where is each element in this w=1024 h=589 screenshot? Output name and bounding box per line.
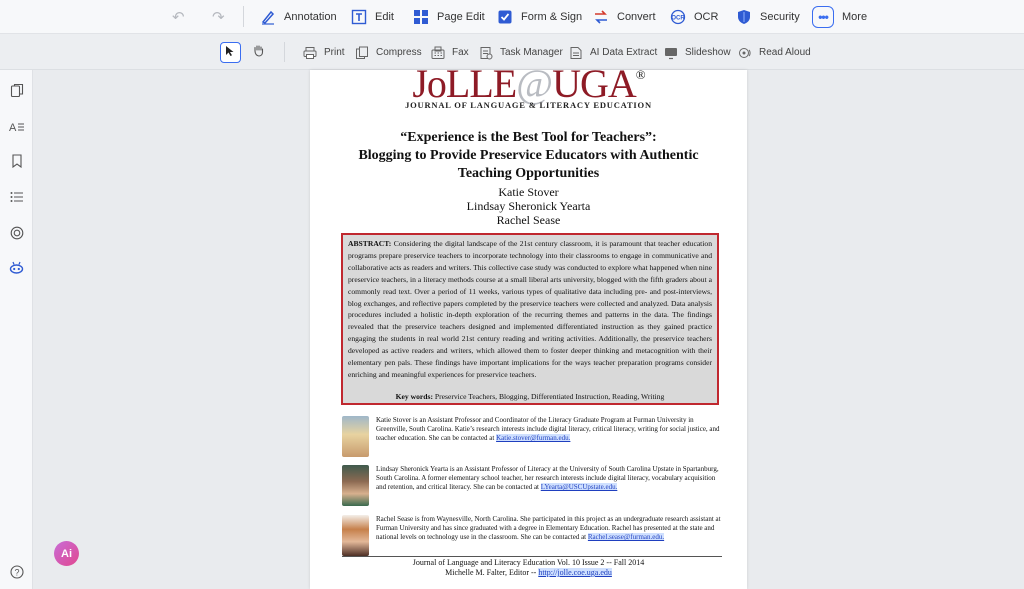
ai-data-extract-button[interactable]	[569, 34, 657, 71]
email-link[interactable]: LYearta@USCUpstate.edu.	[540, 483, 618, 492]
checkbox-icon	[497, 9, 513, 25]
abstract-label: ABSTRACT:	[348, 239, 392, 248]
footer-divider	[342, 556, 722, 557]
ai-data-extract-label: AI Data Extract	[590, 47, 658, 58]
compress-label: Compress	[376, 47, 422, 58]
grid-icon	[413, 9, 429, 25]
subtoolbar-divider	[284, 42, 285, 62]
compress-icon	[355, 46, 369, 60]
left-sidebar	[0, 70, 33, 589]
pen-icon	[260, 9, 276, 25]
select-tool-button[interactable]	[220, 42, 241, 63]
bio-text: Lindsay Sheronick Yearta is an Assistant Professor of Literacy at the University of South Carolina Upstate in Spartanburg, South Carolina. A former elementary school teacher, her research interests include digital literacy, vocabulary acquisition and retention, and critical literacy. She can be contacted at	[376, 465, 719, 492]
email-link[interactable]: Katie.stover@furman.edu.	[496, 434, 571, 443]
journal-subtitle: JOURNAL OF LANGUAGE & LITERACY EDUCATION	[405, 100, 652, 110]
more-label: More	[842, 10, 868, 23]
email-link[interactable]: Rachel.sease@furman.edu.	[587, 533, 665, 542]
abstract-box[interactable]	[341, 233, 719, 405]
author-name: Rachel Sease	[496, 213, 561, 227]
annotation-label: Annotation	[284, 10, 337, 23]
ai-chat-button[interactable]: Ai	[54, 541, 79, 566]
ocr-button[interactable]	[670, 0, 718, 33]
page-edit-button[interactable]	[413, 0, 485, 33]
fax-icon	[431, 46, 445, 60]
more-icon: •••	[812, 6, 834, 28]
read-aloud-icon	[738, 46, 752, 60]
bio-text: Katie Stover is an Assistant Professor and Coordinator of the Literacy Graduate Program at Furman University in Greenville, South Carolina. Katie’s research interests include digital literacy, critical literacy, writing for social justice, and teacher education. She can be contacted at	[376, 416, 720, 443]
svg-text:?: ?	[13, 566, 20, 577]
pages-thumbnail-icon[interactable]	[8, 82, 25, 99]
shield-icon	[736, 9, 752, 25]
author-bio	[342, 416, 726, 460]
outline-list-icon[interactable]	[8, 188, 25, 205]
bookmark-icon[interactable]	[8, 152, 25, 169]
comments-icon[interactable]	[8, 224, 25, 241]
article-title: “Experience is the Best Tool for Teachers”: Blogging to Provide Preservice Educators with Authentic Teaching Opportunities	[358, 130, 699, 181]
keywords: Key words: Preservice Teachers, Blogging, Differentiated Instruction, Reading, Writing	[395, 391, 665, 401]
toolbar-divider	[243, 6, 244, 27]
more-button[interactable]	[812, 0, 867, 33]
security-label: Security	[760, 10, 800, 23]
print-label: Print	[324, 47, 345, 58]
compress-button[interactable]	[355, 34, 422, 71]
author-photo	[342, 465, 369, 506]
task-manager-label: Task Manager	[500, 47, 563, 58]
hand-tool-button[interactable]	[248, 42, 269, 63]
convert-button[interactable]	[593, 0, 656, 33]
form-sign-button[interactable]	[497, 0, 582, 33]
convert-icon	[593, 9, 609, 25]
security-button[interactable]	[736, 0, 800, 33]
form-sign-label: Form & Sign	[521, 10, 583, 23]
ocr-icon	[670, 9, 686, 25]
author-list	[310, 185, 747, 227]
bio-text: Rachel Sease is from Waynesville, North Carolina. She participated in this project as an undergraduate research assistant at Furman University and has since graduated with a degree in Elementary Education. Rachel has presented at the state and national levels on technology use in the classroom. She can be contacted at	[376, 515, 721, 542]
edit-label: Edit	[375, 10, 394, 23]
svg-text:A: A	[8, 121, 16, 134]
undo-icon[interactable]: ↶	[172, 9, 185, 26]
ai-assistant-icon[interactable]	[8, 259, 25, 276]
secondary-toolbar	[0, 33, 1024, 70]
author-bio	[342, 465, 726, 509]
read-aloud-label: Read Aloud	[759, 47, 811, 58]
print-button[interactable]	[303, 34, 345, 71]
redo-icon[interactable]: ↷	[212, 9, 225, 26]
annotation-button[interactable]	[260, 0, 337, 33]
fax-button[interactable]	[431, 34, 469, 71]
author-bio	[342, 515, 726, 559]
svg-text:OCR: OCR	[671, 15, 685, 21]
ocr-label: OCR	[694, 10, 719, 23]
edit-text-icon	[351, 9, 367, 25]
pdf-page	[310, 70, 747, 589]
journal-link[interactable]: http://jolle.coe.uga.edu	[538, 568, 612, 577]
journal-logo: JoLLE@UGA®	[412, 70, 645, 106]
data-extract-icon	[569, 46, 583, 60]
text-search-icon[interactable]	[8, 118, 25, 135]
page-footer: Journal of Language and Literacy Education Vol. 10 Issue 2 -- Fall 2014 Michelle M. Falter, Editor -- http://jolle.coe.uga.edu	[412, 558, 645, 577]
printer-icon	[303, 46, 317, 60]
monitor-icon	[664, 46, 678, 60]
edit-button[interactable]	[351, 0, 394, 33]
slideshow-button[interactable]	[664, 34, 731, 71]
page-edit-label: Page Edit	[437, 10, 485, 23]
main-toolbar	[0, 0, 1024, 33]
read-aloud-button[interactable]	[738, 34, 811, 71]
fax-label: Fax	[452, 47, 469, 58]
task-manager-icon	[479, 46, 493, 60]
help-icon[interactable]	[8, 563, 25, 580]
cursor-icon	[225, 44, 236, 62]
convert-label: Convert	[617, 10, 656, 23]
author-name: Lindsay Sheronick Yearta	[466, 199, 591, 213]
author-name: Katie Stover	[498, 185, 559, 199]
hand-icon	[252, 44, 265, 62]
task-manager-button[interactable]	[479, 34, 563, 71]
slideshow-label: Slideshow	[685, 47, 731, 58]
author-photo	[342, 515, 369, 556]
author-photo	[342, 416, 369, 457]
abstract-text: Considering the digital landscape of the 21st century classroom, it is paramount that teacher education programs prepare preservice teachers to incorporate technology into their classrooms to engage in communicative and collaborative acts as readers and writers. This collective case study was conducted to explore what happened when nine preservice teachers, in a literacy methods course at a small liberal arts university, blogged with the fifth graders about a commonly read text. Over a period of 11 weeks, various types of qualitative data including pre- and post-interviews, blog exchanges, and reflective papers completed by the preservice teachers were collected and analyzed. Data analysis procedures included a holistic in-depth exploration of the recurring themes and patterns in the data. The findings revealed that the preservice teachers designed and implemented differentiated instruction as they gained practice engaging the students in real world 21st century reading and writing activities. Additionally, the preservice teachers developed as active readers and writers, which allowed them to foster deeper thinking and metacognition with their elementary pen pals. These findings have important implications for the ways teacher preparation programs consider enriching and meaningful experiences for preservice teachers.	[348, 239, 712, 379]
